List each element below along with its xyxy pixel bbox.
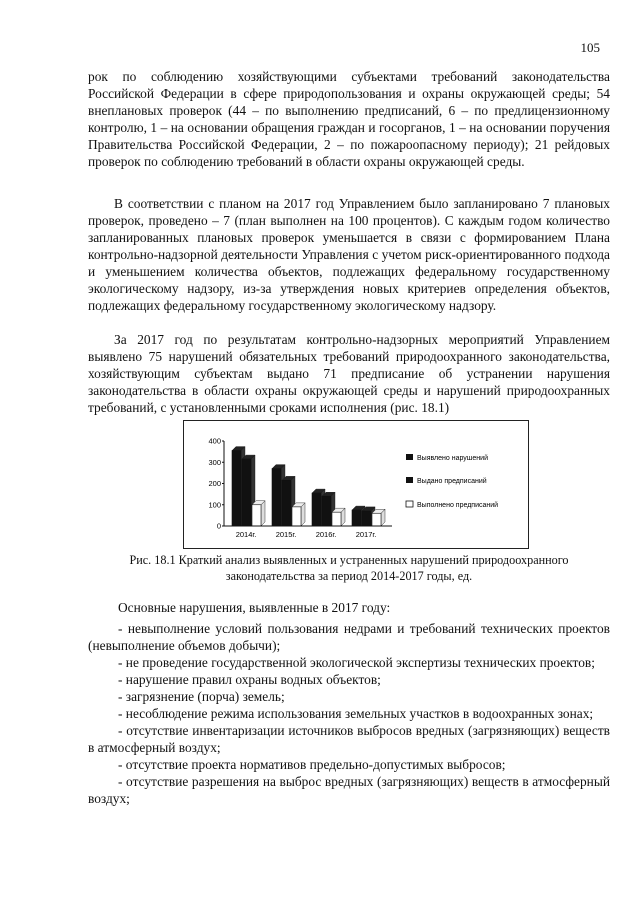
legend-swatch-done [406, 501, 413, 507]
bar [312, 493, 321, 526]
x-category-label: 2014г. [235, 530, 257, 539]
legend-label: Выдано предписаний [417, 478, 487, 485]
bar-chart [184, 421, 528, 548]
paragraph-2: В соответствии с планом на 2017 год Управлением было запланировано 7 плановых проверок, проведено – 7 (план выполнен на 100 процентов). С каждым годом количество запланированных плановых проверок уменьшается в связи с формированием Плана контрольно-надзорной деятельности Управления с учетом риск-ориентированного подхода и уменьшением количества объектов, подлежащих федеральному государственному экологическому надзору, из-за утверждения новых критериев определения объектов, подлежащих федеральному государственному экологическому надзору. [88, 196, 610, 313]
bar [362, 511, 371, 526]
bar [232, 451, 241, 526]
bar [322, 496, 331, 526]
paragraph-1: рок по соблюдению хозяйствующими субъектами требований законодательства Российской Федерации в сфере природопользования и охраны окружающей среды; 54 внеплановых проверок (44 – по выполнению предписаний, 6 – по предлицензионному контролю, 1 – на основании обращения граждан и госорганов, 1 – на основании поручения Правительства Российской Федерации, 2 – по пожароопасному периоду); 21 рейдовых проверок по соблюдению требований в области охраны окружающей среды. [88, 69, 610, 169]
bar [372, 513, 381, 526]
y-tick-label: 400 [208, 436, 221, 446]
bar [352, 510, 361, 526]
list-item: - не проведение государственной экологической экспертизы технических проектов; [118, 655, 595, 670]
figure-caption: Рис. 18.1 Краткий анализ выявленных и устраненных нарушений природоохранного законодательства за период 2014-2017 годы, ед. [129, 553, 569, 583]
list-item: - отсутствие проекта нормативов предельно-допустимых выбросов; [118, 757, 506, 772]
bar [292, 507, 301, 526]
violations-list [88, 620, 610, 807]
bar [332, 512, 341, 526]
x-category-label: 2015г. [275, 530, 297, 539]
paragraph-3: За 2017 год по результатам контрольно-надзорных мероприятий Управлением выявлено 75 нарушений обязательных требований природоохранного законодательства, хозяйствующим субъектам выдано 71 предписание об устранении нарушения законодательства в области охраны окружающей среды и нарушений природоохранных требований, с установленными сроками исполнения (рис. 18.1) [88, 332, 610, 415]
chart-container [183, 420, 529, 549]
legend-swatch-issued [406, 477, 413, 483]
list-item: - невыполнение условий пользования недрами и требований технических проектов (невыполнение объемов добычи); [88, 621, 610, 653]
x-category-label: 2016г. [315, 530, 337, 539]
page-number: 105 [580, 40, 600, 55]
list-item: - загрязнение (порча) земель; [118, 689, 285, 704]
bar [272, 469, 281, 526]
bar [242, 459, 251, 526]
legend-swatch-found [406, 454, 413, 460]
list-item: - отсутствие инвентаризации источников выбросов вредных (загрязняющих) веществ в атмосферный воздух; [88, 723, 610, 755]
y-tick-label: 300 [208, 457, 221, 467]
legend-label: Выполнено предписаний [417, 502, 499, 509]
list-item: - нарушение правил охраны водных объектов; [118, 672, 381, 687]
legend-label: Выявлено нарушений [417, 455, 488, 462]
bar [282, 480, 291, 526]
list-item: - отсутствие разрешения на выброс вредных (загрязняющих) веществ в атмосферный воздух; [88, 774, 610, 806]
y-tick-label: 200 [208, 479, 221, 488]
y-tick-label: 0 [216, 521, 221, 531]
y-tick-label: 100 [208, 500, 221, 510]
bar [252, 505, 261, 526]
list-item: - несоблюдение режима использования земельных участков в водоохранных зонах; [118, 706, 594, 721]
x-category-label: 2017г. [355, 530, 377, 539]
violations-list-title: Основные нарушения, выявленные в 2017 году: [118, 600, 391, 615]
bar-side [261, 501, 265, 526]
